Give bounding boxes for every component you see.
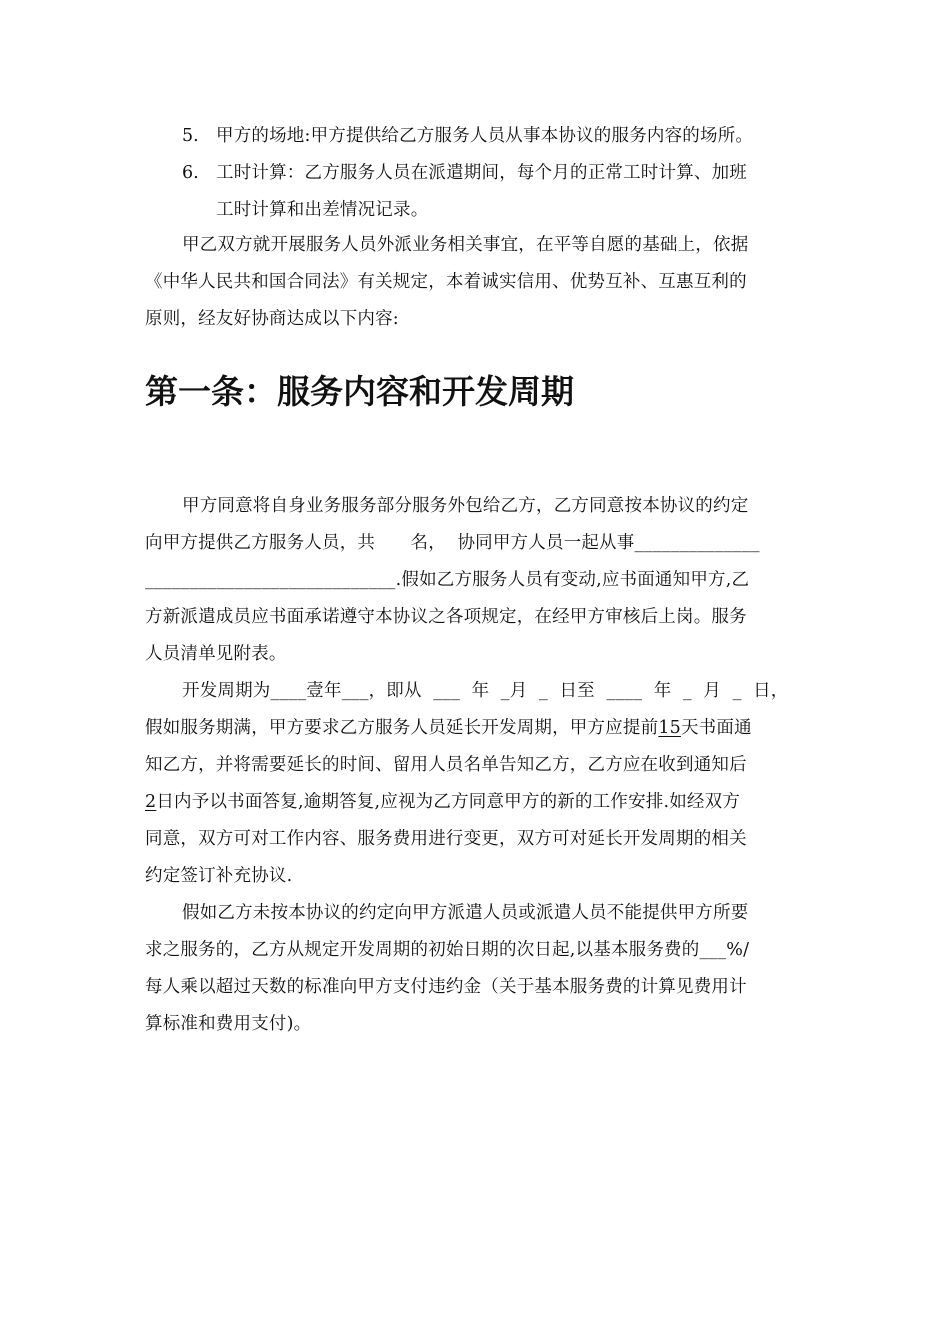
p2-line-4-post: 日内予以书面答复,逾期答复,应视为乙方同意甲方的新的工作安排.如经双方	[156, 792, 741, 812]
intro-line-3: 原则，经友好协商达成以下内容:	[145, 309, 399, 329]
intro-line-2: 《中华人民共和国合同法》有关规定，本着诚实信用、优势互补、互惠互利的	[145, 272, 747, 292]
p2-line-2-post: 天书面通	[680, 718, 752, 738]
p1-line-2	[145, 531, 760, 555]
p2-line-4	[145, 790, 740, 814]
p1-line-5: 人员清单见附表。	[145, 644, 287, 664]
item-5-text: 甲方的场地:甲方提供给乙方服务人员从事本协议的服务内容的场所。	[216, 126, 754, 146]
p2-line-2	[145, 716, 752, 740]
section-title: 第一条：服务内容和开发周期	[145, 372, 574, 411]
p1-headcount-blank	[375, 533, 410, 553]
item-6-number: 6.	[182, 163, 199, 183]
p3-line-3: 每人乘以超过天数的标准向甲方支付违约金（关于基本服务费的计算见费用计	[145, 977, 747, 997]
p1-line-2-pre: 向甲方提供乙方服务人员，共	[145, 533, 376, 553]
p2-line-1-post: ，即从 ___ 年 _月 _ 日至 ____ 年 _ 月 _ 日，	[368, 681, 789, 701]
item-6-text: 工时计算：乙方服务人员在派遣期间，每个月的正常工时计算、加班	[216, 163, 747, 183]
item-5-number: 5.	[182, 126, 199, 146]
p2-line-3: 知乙方，并将需要延长的时间、留用人员名单告知乙方，乙方应在收到通知后	[145, 755, 747, 775]
p1-line-2-mid: 名， 协同甲方人员一起从事	[410, 533, 635, 553]
p2-line-5: 同意，双方可对工作内容、服务费用进行变更，双方可对延长开发周期的相关	[145, 829, 747, 849]
p2-period-value: ____壹年___	[270, 681, 369, 701]
p2-line-1-pre: 开发周期为	[182, 681, 271, 701]
p2-notice-days: 15	[658, 718, 681, 738]
p3-line-1: 假如乙方未按本协议的约定向甲方派遣人员或派遣人员不能提供甲方所要	[182, 903, 749, 923]
p1-line-4: 方新派遣成员应书面承诺遵守本协议之各项规定，在经甲方审核后上岗。服务	[145, 607, 747, 627]
p1-work-blank: ______________	[634, 533, 760, 553]
p1-line-1: 甲方同意将自身业务服务部分服务外包给乙方，乙方同意按本协议的约定	[182, 496, 749, 516]
p3-line-4: 算标准和费用支付)。	[145, 1014, 312, 1034]
p2-line-2-pre: 假如服务期满，甲方要求乙方服务人员延长开发周期，甲方应提前	[145, 718, 659, 738]
p1-line-3	[145, 568, 749, 592]
p2-line-1	[182, 679, 789, 703]
p1-work-blank-cont: ____________________________	[145, 570, 396, 590]
intro-line-1: 甲乙双方就开展服务人员外派业务相关事宜，在平等自愿的基础上，依据	[182, 235, 749, 255]
p1-line-3-post: .假如乙方服务人员有变动,应书面通知甲方,乙	[395, 570, 750, 590]
p2-reply-days: 2	[145, 792, 157, 812]
p2-line-6: 约定签订补充协议.	[145, 866, 293, 886]
p3-line-2: 求之服务的，乙方从规定开发周期的初始日期的次日起,以基本服务费的___%/	[145, 940, 750, 960]
item-6-continuation: 工时计算和出差情况记录。	[216, 200, 429, 220]
